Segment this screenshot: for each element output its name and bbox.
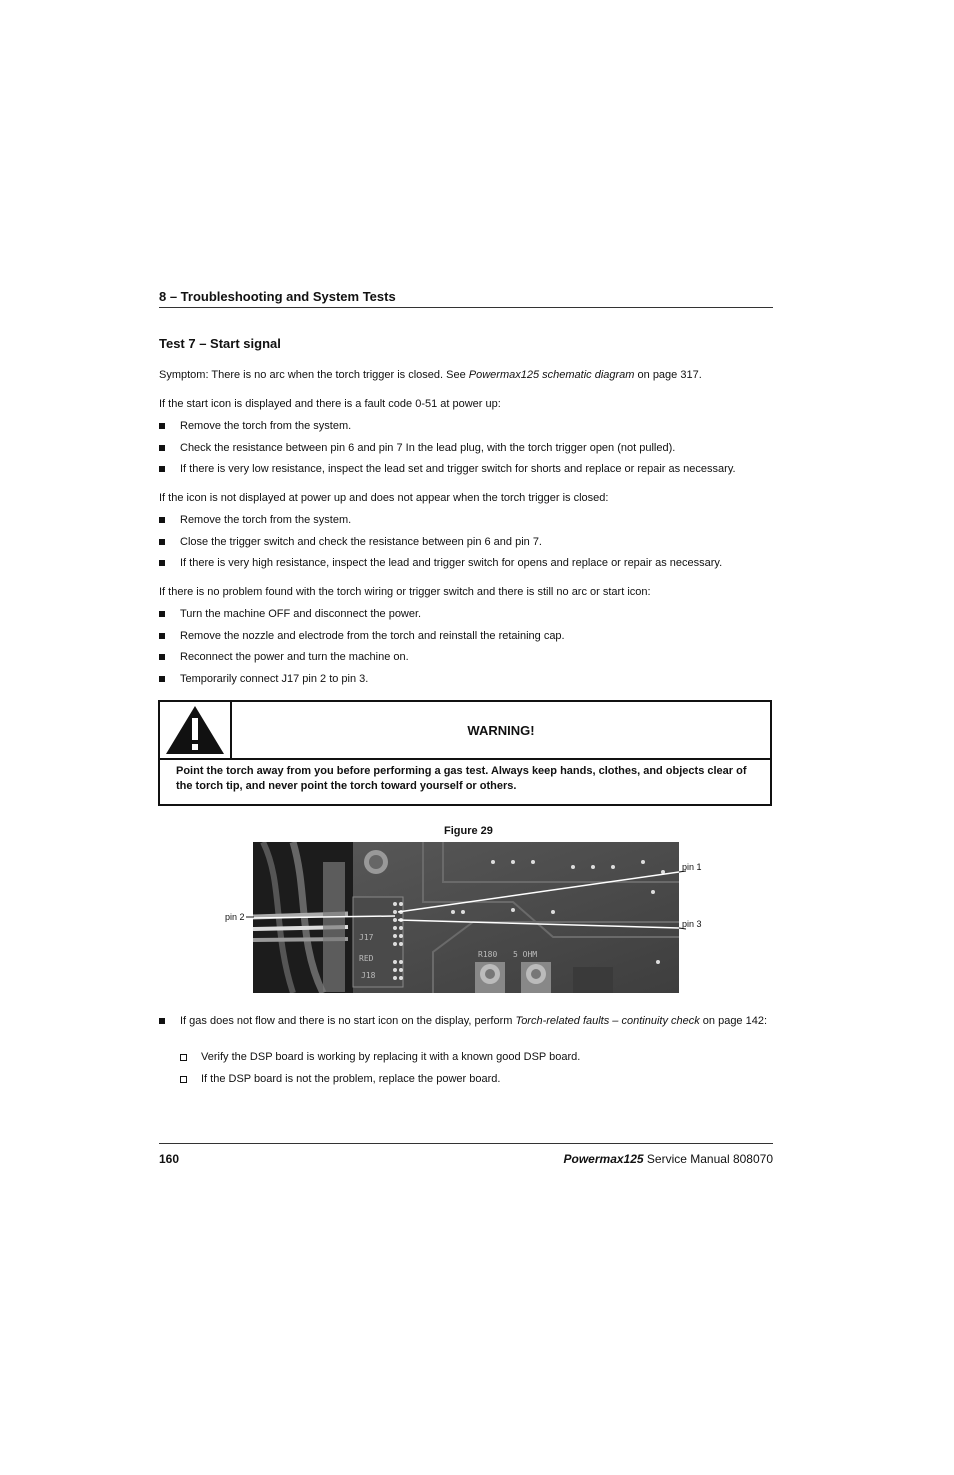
case3-intro: If there is no problem found with the torch wiring or trigger switch and there is still no arc or start icon:	[159, 586, 651, 598]
bullet-square-icon	[159, 560, 165, 566]
continuity-check-reference[interactable]: Torch-related faults – continuity check	[515, 1015, 700, 1027]
pin2-label: pin 2	[225, 912, 245, 922]
figure-caption: Figure 29	[444, 825, 493, 837]
schematic-reference[interactable]: Powermax125 schematic diagram	[468, 369, 635, 381]
footer-rule	[159, 1143, 773, 1144]
warning-title: WARNING!	[467, 722, 535, 738]
red-label: RED	[359, 954, 374, 963]
exclamation-triangle-icon	[160, 702, 230, 758]
footer-title	[564, 1152, 773, 1166]
bullet-square-icon	[159, 633, 165, 639]
pin3-label: pin 3	[682, 919, 702, 929]
ohm-label: 5 OHM	[513, 950, 538, 959]
header-rule	[159, 307, 773, 308]
checkbox-square-icon	[180, 1076, 187, 1083]
page-number: 160	[159, 1152, 180, 1166]
symptom-paragraph: Symptom: There is no arc when the torch trigger is closed. See Powermax125 schematic diagram on page 317.	[159, 369, 702, 381]
bullet-square-icon	[159, 539, 165, 545]
bullet-square-icon	[159, 1018, 165, 1024]
warning-icon-cell	[160, 702, 232, 758]
bullet-square-icon	[159, 611, 165, 617]
checkbox-square-icon	[180, 1054, 187, 1061]
bullet-square-icon	[159, 466, 165, 472]
case1-intro: If the start icon is displayed and there is a fault code 0-51 at power up:	[159, 398, 501, 410]
bullet-square-icon	[159, 445, 165, 451]
r180-label: R180	[478, 950, 498, 959]
bullet-square-icon	[159, 676, 165, 682]
warning-box	[158, 700, 772, 806]
chapter-heading: 8 – Troubleshooting and System Tests	[159, 289, 396, 304]
pin1-label: pin 1	[682, 862, 702, 872]
product-name: Powermax125	[563, 1152, 644, 1166]
warning-divider	[160, 758, 770, 760]
bullet-square-icon	[159, 423, 165, 429]
section-title: Test 7 – Start signal	[159, 336, 281, 351]
bullet-square-icon	[159, 654, 165, 660]
case2-intro: If the icon is not displayed at power up and does not appear when the torch trigger is closed:	[159, 492, 609, 504]
manual-id: Service Manual 808070	[643, 1152, 773, 1166]
warning-body: Point the torch away from you before performing a gas test. Always keep hands, clothes, and objects clear of the torch tip, and never point the torch toward yourself or others.	[176, 765, 747, 792]
j18-label: J18	[361, 971, 376, 980]
bullet-square-icon	[159, 517, 165, 523]
j17-label: J17	[359, 933, 374, 942]
